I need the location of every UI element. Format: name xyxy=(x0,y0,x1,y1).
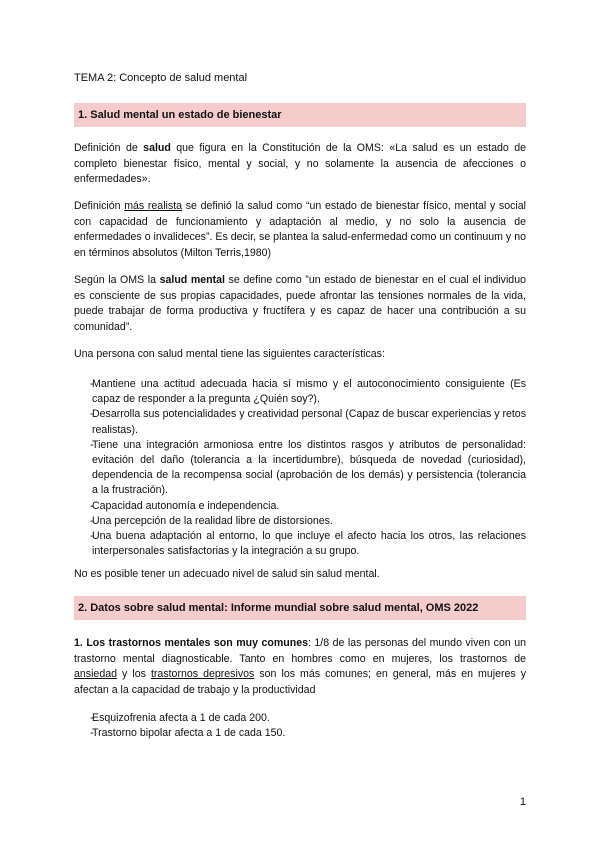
bold-text: salud mental xyxy=(159,274,225,286)
bold-text: 1. Los trastornos mentales son muy comunes xyxy=(74,637,308,649)
list-item: - Mantiene una actitud adecuada hacia sí mismo y el autoconocimiento consiguiente (Es capaz de responder a la pregunta ¿Quién soy?). xyxy=(74,377,526,407)
text: se definió la salud como “un estado de bienestar físico, mental y social con capacidad de funcionamiento y adaptación al medio, y no solo la ausencia de enfermedades o invalideces”. Es decir, se plantea la salud-enfermedad como un continuum y no en términos absolutos (Milton Terris,1980) xyxy=(74,200,526,259)
text: y los xyxy=(117,668,151,681)
paragraph-definicion-salud xyxy=(74,141,526,188)
paragraph-caracteristicas-intro: Una persona con salud mental tiene las siguientes características: xyxy=(74,348,385,360)
page-number: 1 xyxy=(519,796,526,808)
paragraph-trastornos xyxy=(74,636,526,698)
underlined-text: ansiedad xyxy=(74,668,118,681)
paragraph-definicion-realista xyxy=(74,199,526,261)
section-2-heading: 2. Datos sobre salud mental: Informe mundial sobre salud mental, OMS 2022 xyxy=(74,596,526,620)
disorders-list xyxy=(74,711,526,741)
text: se define como ”un estado de bienestar en el cual el individuo es consciente de sus propias capacidades, puede afrontar las tensiones normales de la vida, puede trabajar de forma productiva y fructífera y es capaz de hacer una contribución a su comunidad”. xyxy=(74,274,526,333)
list-item: - Trastorno bipolar afecta a 1 de cada 150. xyxy=(74,726,526,741)
text: Según la OMS la xyxy=(74,274,160,286)
underlined-text: trastornos depresivos xyxy=(150,668,255,681)
paragraph-conclusion: No es posible tener un adecuado nivel de salud sin salud mental. xyxy=(74,568,380,580)
list-item: - Capacidad autonomía e independencia. xyxy=(74,499,526,514)
text: son los más comunes; en general, más en mujeres y afectan a la capacidad de trabajo y la productividad xyxy=(74,668,527,696)
paragraph-salud-mental-oms xyxy=(74,273,526,335)
underlined-text: más realista xyxy=(124,200,183,212)
bold-text: salud xyxy=(143,142,171,154)
text: : 1/8 de las personas del mundo viven con un trastorno mental diagnosticable. Tanto en hombres como en mujeres, los trastornos de xyxy=(74,637,526,665)
text: Definición de xyxy=(74,142,144,154)
characteristics-list xyxy=(74,377,526,559)
text: Definición xyxy=(74,200,125,212)
list-item: - Una percepción de la realidad libre de distorsiones. xyxy=(74,514,526,529)
text: que figura en la Constitución de la OMS: «La salud es un estado de completo bienestar físico, mental y social, y no solamente la ausencia de afecciones o enfermedades». xyxy=(74,142,526,186)
document-title: TEMA 2: Concepto de salud mental xyxy=(74,72,248,84)
list-item: - Esquizofrenia afecta a 1 de cada 200. xyxy=(74,711,526,726)
section-1-heading: 1. Salud mental un estado de bienestar xyxy=(74,103,526,127)
list-item: - Desarrolla sus potencialidades y creatividad personal (Capaz de buscar experiencias y retos realistas). xyxy=(74,407,526,437)
list-item: - Tiene una integración armoniosa entre los distintos rasgos y atributos de personalidad: evitación del daño (tolerancia a la incertidumbre), búsqueda de novedad (curiosidad), dependencia de la recompensa social (aprobación de los demás) y persistencia (tolerancia a la frustración). xyxy=(74,438,526,499)
list-item: - Una buena adaptación al entorno, lo que incluye el afecto hacia los otros, las relaciones interpersonales satisfactorias y la integración a su grupo. xyxy=(74,529,526,559)
